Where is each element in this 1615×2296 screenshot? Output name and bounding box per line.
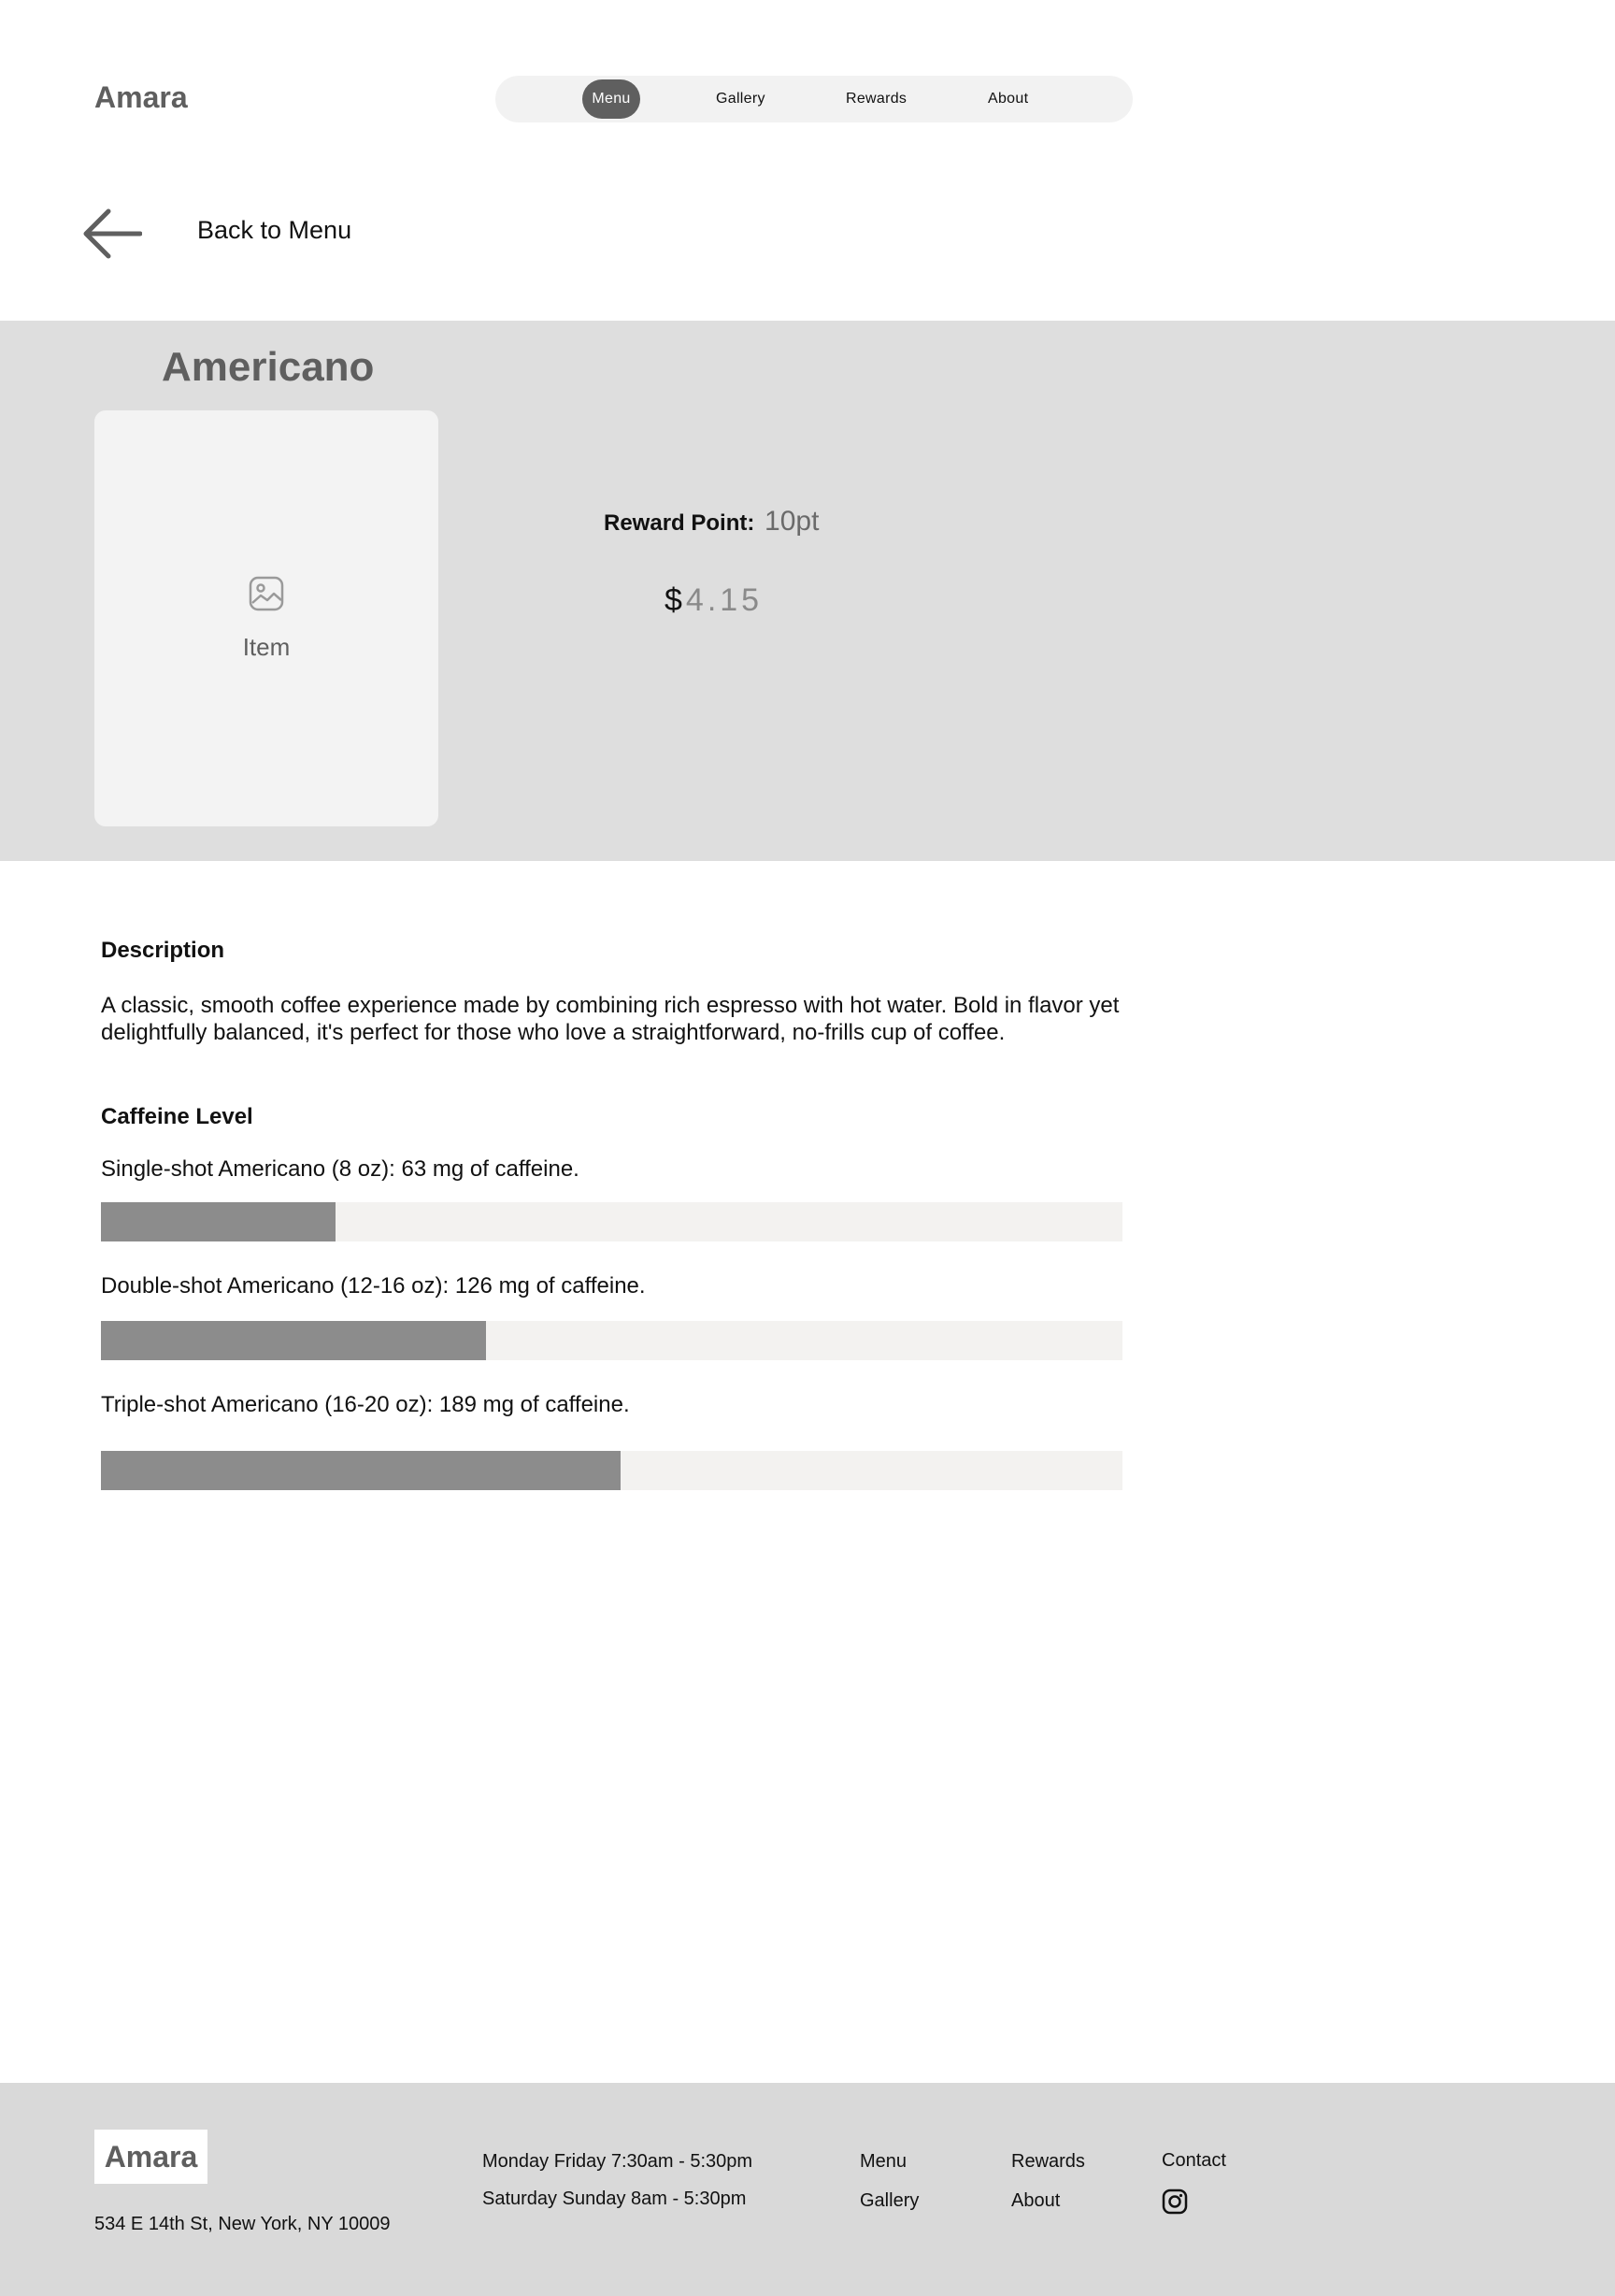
caffeine-bar-single: [101, 1202, 1122, 1241]
item-placeholder-label: Item: [242, 633, 291, 661]
footer-address: 534 E 14th St, New York, NY 10009: [94, 2214, 391, 2234]
caffeine-label-single: Single-shot Americano (8 oz): 63 mg of caffeine.: [101, 1156, 579, 1182]
hours-weekend: Saturday Sunday 8am - 5:30pm: [482, 2188, 747, 2209]
nav-item-about[interactable]: About: [988, 91, 1029, 107]
footer-link-gallery[interactable]: Gallery: [860, 2190, 920, 2211]
caffeine-heading: Caffeine Level: [101, 1104, 253, 1129]
hours-weekday: Monday Friday 7:30am - 5:30pm: [482, 2151, 753, 2172]
footer-link-rewards[interactable]: Rewards: [1011, 2151, 1085, 2172]
reward-points: [604, 506, 819, 538]
footer-link-about[interactable]: About: [1011, 2190, 1061, 2211]
caffeine-bar-fill: [101, 1202, 336, 1241]
nav-item-gallery[interactable]: Gallery: [716, 91, 765, 107]
caffeine-bar-triple: [101, 1451, 1122, 1490]
caffeine-bar-fill: [101, 1451, 621, 1490]
price: [665, 582, 763, 619]
price-currency: $: [665, 582, 682, 618]
back-to-menu-link[interactable]: Back to Menu: [197, 216, 352, 244]
caffeine-label-double: Double-shot Americano (12-16 oz): 126 mg of caffeine.: [101, 1273, 646, 1299]
arrow-left-icon[interactable]: [82, 208, 142, 260]
product-title: Americano: [162, 344, 375, 390]
footer-link-contact[interactable]: Contact: [1162, 2150, 1226, 2171]
description-heading: Description: [101, 938, 225, 963]
footer-link-menu[interactable]: Menu: [860, 2151, 908, 2172]
nav-item-rewards[interactable]: Rewards: [846, 91, 908, 107]
site-logo[interactable]: Amara: [94, 80, 188, 114]
image-icon: [249, 576, 284, 611]
instagram-icon[interactable]: [1162, 2188, 1188, 2215]
caffeine-bar-double: [101, 1321, 1122, 1360]
main-nav: [495, 76, 1133, 122]
nav-item-menu[interactable]: Menu: [582, 79, 640, 119]
price-value: 4.15: [685, 582, 764, 618]
description-text: A classic, smooth coffee experience made by combining rich espresso with hot water. Bold in flavor yet delightfully balanced, it's perfect for those who love a straightforward, no-frills cup of coffee.: [101, 993, 1120, 1045]
reward-label: Reward Point:: [604, 510, 755, 536]
caffeine-label-triple: Triple-shot Americano (16-20 oz): 189 mg of caffeine.: [101, 1392, 630, 1417]
footer-logo[interactable]: Amara: [94, 2130, 207, 2184]
product-image-placeholder: [94, 410, 438, 826]
reward-value: 10pt: [765, 506, 820, 537]
footer: [0, 2083, 1615, 2296]
caffeine-bar-fill: [101, 1321, 486, 1360]
